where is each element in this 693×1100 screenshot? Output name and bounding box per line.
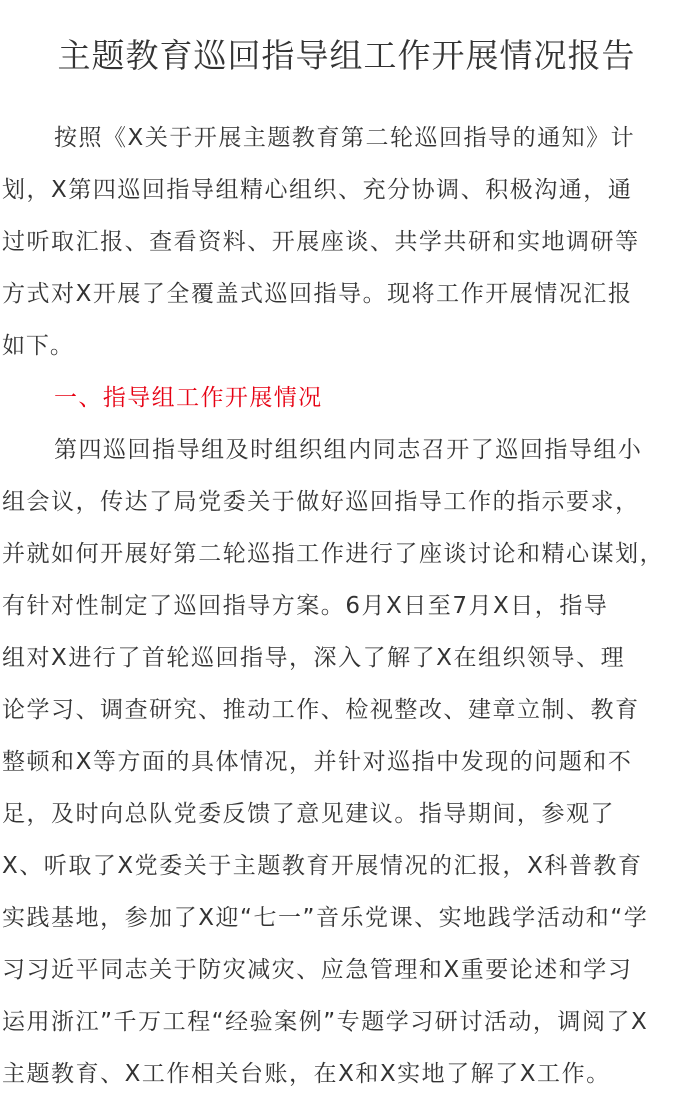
paragraph-line: 组会议，传达了局党委关于做好巡回指导工作的指示要求， [2,489,640,515]
paragraph-line: 实践基地，参加了X迎“七一”音乐党课、实地践学活动和“学 [2,905,649,931]
paragraph-line: 足，及时向总队党委反馈了意见建议。指导期间，参观了 [2,801,615,827]
paragraph-line: 习习近平同志关于防灾减灾、应急管理和X重要论述和学习 [2,957,633,983]
paragraph-line: 按照《X关于开展主题教育第二轮巡回指导的通知》计 [54,125,636,151]
paragraph-line: 并就如何开展好第二轮巡指工作进行了座谈讨论和精心谋划， [2,541,665,567]
paragraph-line: 过听取汇报、查看资料、开展座谈、共学共研和实地调研等 [2,229,640,255]
paragraph-line: 有针对性制定了巡回指导方案。6月X日至7月X日，指导 [2,593,609,619]
paragraph-line: 论学习、调查研究、推动工作、检视整改、建章立制、教育 [2,697,640,723]
paragraph-line: 主题教育、X工作相关台账，在X和X实地了解了X工作。 [2,1061,611,1087]
document-title: 主题教育巡回指导组工作开展情况报告 [57,36,636,75]
paragraph-line: 划，X第四巡回指导组精心组织、充分协调、积极沟通，通 [2,177,633,203]
paragraph-line: 如下。 [2,333,74,359]
paragraph-line: 组对X进行了首轮巡回指导，深入了解了X在组织领导、理 [2,645,626,671]
paragraph-line: 方式对X开展了全覆盖式巡回指导。现将工作开展情况汇报 [2,281,633,307]
paragraph-line: 运用浙江”千万工程“经验案例”专题学习研讨活动，调阅了X [2,1009,649,1035]
section-heading: 一、指导组工作开展情况 [54,385,323,411]
paragraph-line: 整顿和X等方面的具体情况，并针对巡指中发现的问题和不 [2,749,633,775]
paragraph-line: X、听取了X党委关于主题教育开展情况的汇报，X科普教育 [2,853,643,879]
paragraph-line: 第四巡回指导组及时组织组内同志召开了巡回指导组小 [54,437,643,463]
document-body [2,112,693,1100]
